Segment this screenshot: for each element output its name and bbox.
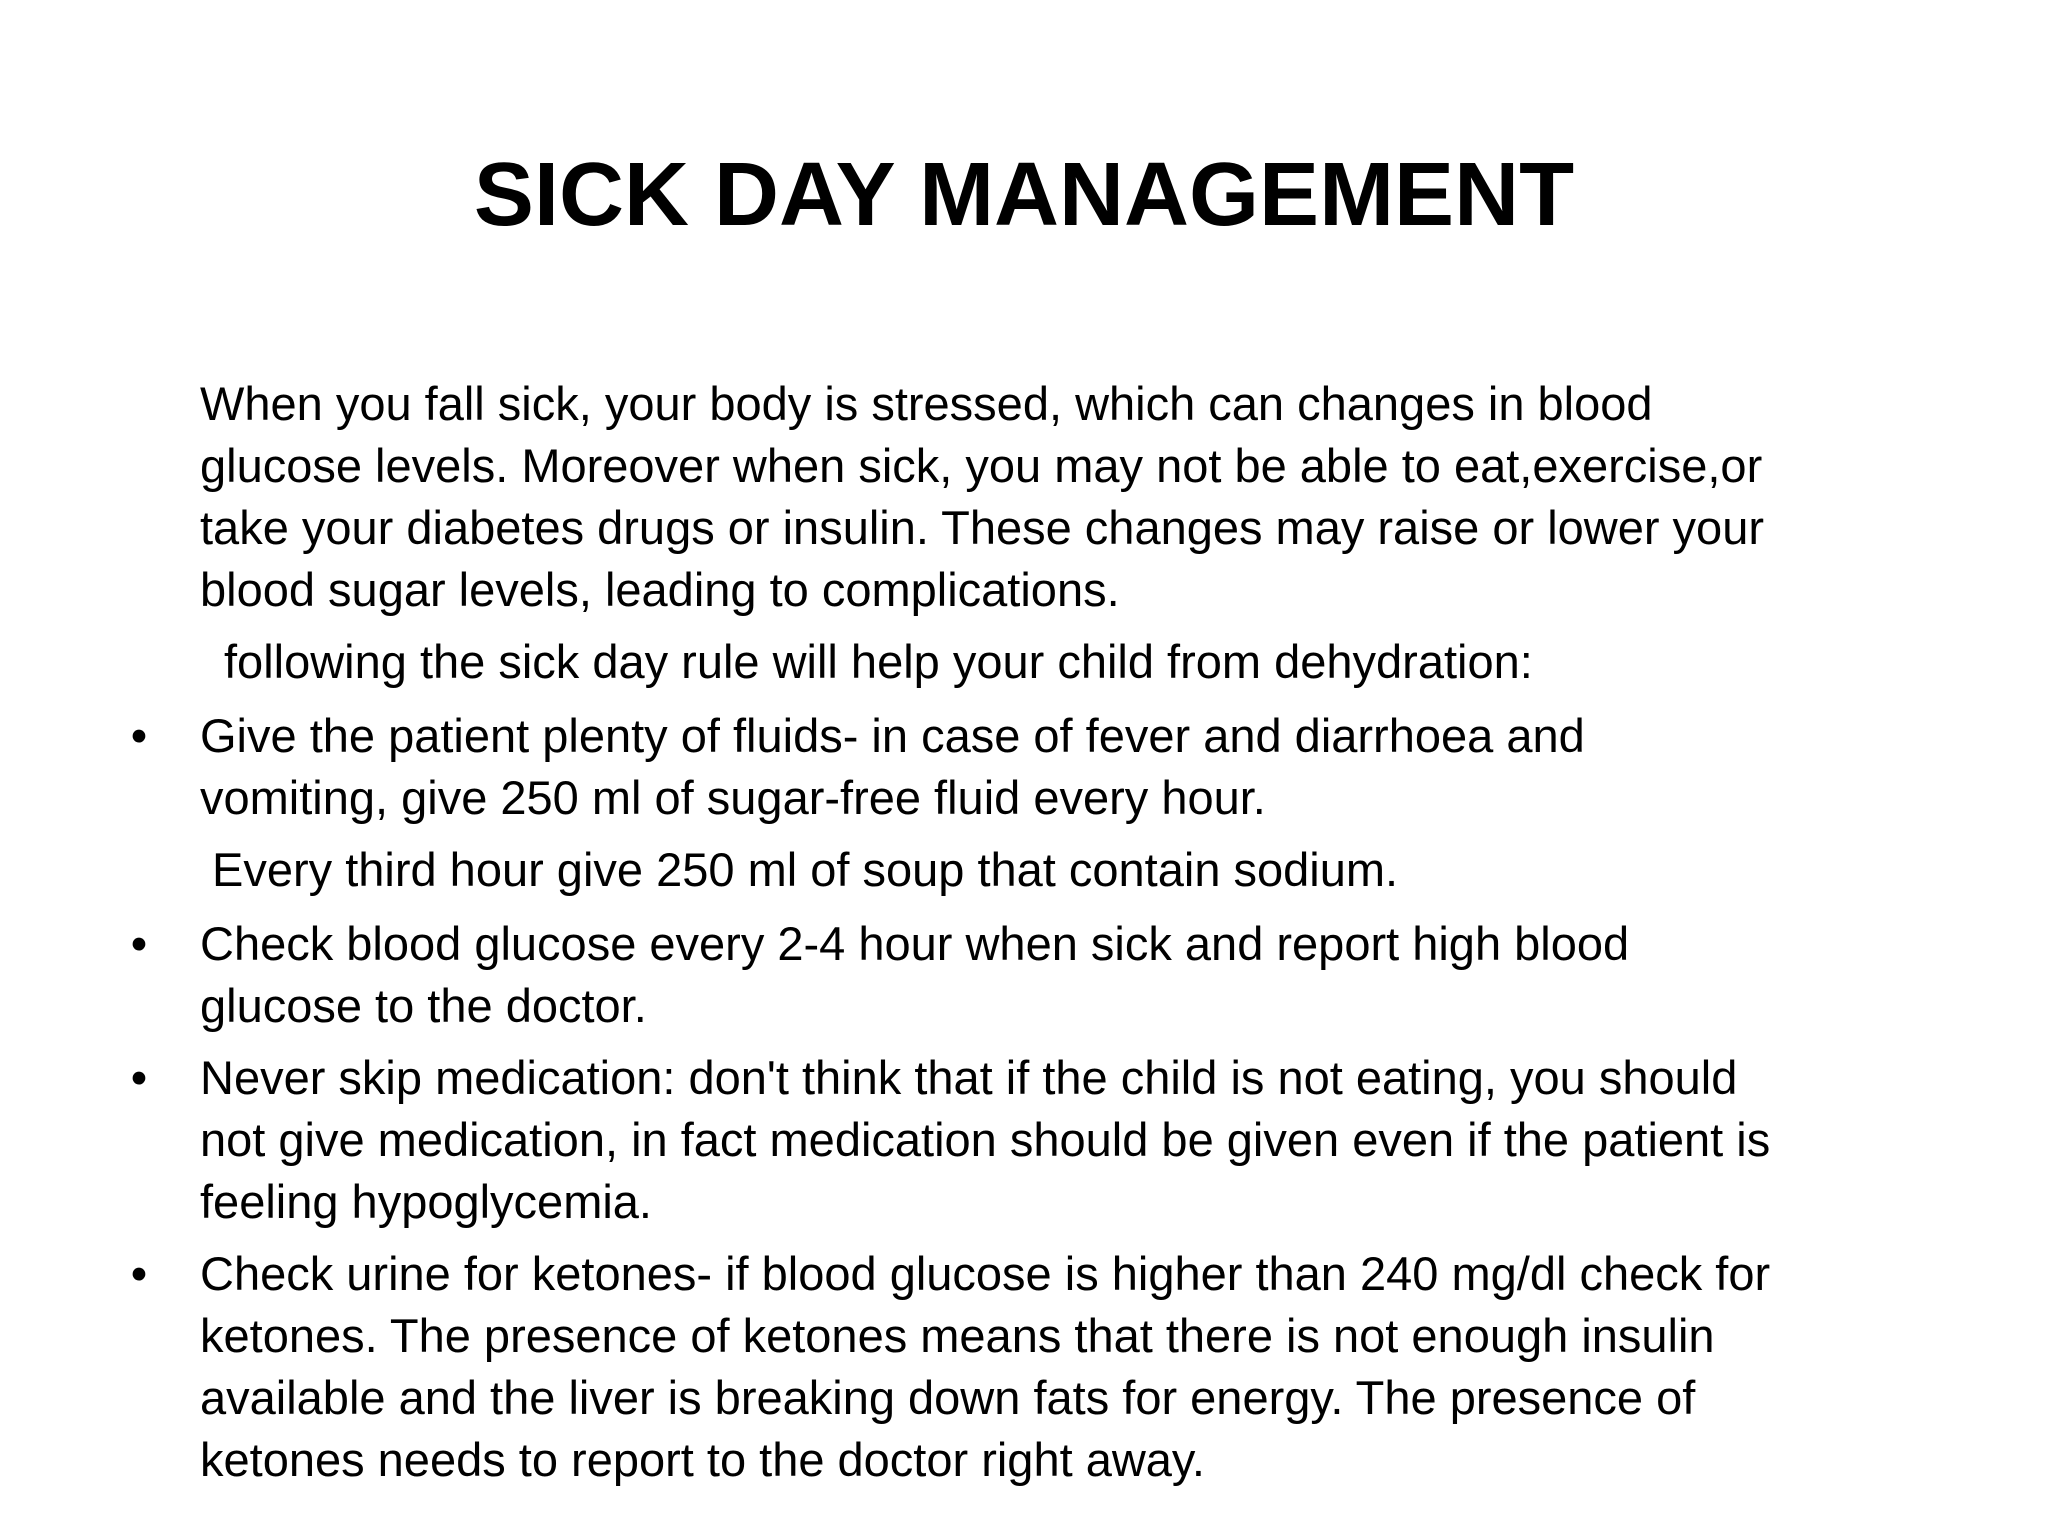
intro-line: take your diabetes drugs or insulin. These changes may raise or lower your bbox=[200, 501, 1764, 554]
bullet-line: Check blood glucose every 2-4 hour when sick and report high blood bbox=[200, 917, 1630, 970]
bullet-line: available and the liver is breaking down fats for energy. The presence of bbox=[200, 1371, 1696, 1424]
bullet-line: vomiting, give 250 ml of sugar-free fluid every hour. bbox=[200, 771, 1266, 824]
bullet-line: Never skip medication: don't think that if the child is not eating, you should bbox=[200, 1051, 1738, 1104]
bullet-dot-icon: • bbox=[130, 1051, 148, 1104]
bullet-line: ketones needs to report to the doctor right away. bbox=[200, 1433, 1205, 1486]
bullet-item-glucose-check bbox=[130, 913, 1940, 1037]
bullet-line: Give the patient plenty of fluids- in case of fever and diarrhoea and bbox=[200, 709, 1585, 762]
bullet-item-medication bbox=[130, 1047, 1940, 1233]
intro-paragraph bbox=[200, 373, 1940, 621]
bullet-item-ketones bbox=[130, 1243, 1940, 1491]
bullet-line: ketones. The presence of ketones means that there is not enough insulin bbox=[200, 1309, 1715, 1362]
slide-body bbox=[130, 373, 1940, 1501]
soup-note bbox=[200, 839, 1940, 901]
bullet-item-fluids bbox=[130, 705, 1940, 829]
bullet-line: glucose to the doctor. bbox=[200, 979, 647, 1032]
bullet-dot-icon: • bbox=[130, 709, 148, 762]
lead-in-line: following the sick day rule will help your child from dehydration: bbox=[224, 635, 1533, 688]
intro-line: When you fall sick, your body is stressed, which can changes in blood bbox=[200, 377, 1653, 430]
intro-line: blood sugar levels, leading to complications. bbox=[200, 563, 1120, 616]
bullet-dot-icon: • bbox=[130, 917, 148, 970]
intro-line: glucose levels. Moreover when sick, you may not be able to eat,exercise,or bbox=[200, 439, 1763, 492]
bullet-line: feeling hypoglycemia. bbox=[200, 1175, 652, 1228]
bullet-line: Check urine for ketones- if blood glucose is higher than 240 mg/dl check for bbox=[200, 1247, 1771, 1300]
slide-title: SICK DAY MANAGEMENT bbox=[473, 145, 1575, 245]
soup-note-line: Every third hour give 250 ml of soup that contain sodium. bbox=[212, 843, 1399, 896]
lead-in-text bbox=[200, 631, 1940, 693]
bullet-dot-icon: • bbox=[130, 1247, 148, 1300]
bullet-line: not give medication, in fact medication should be given even if the patient is bbox=[200, 1113, 1771, 1166]
